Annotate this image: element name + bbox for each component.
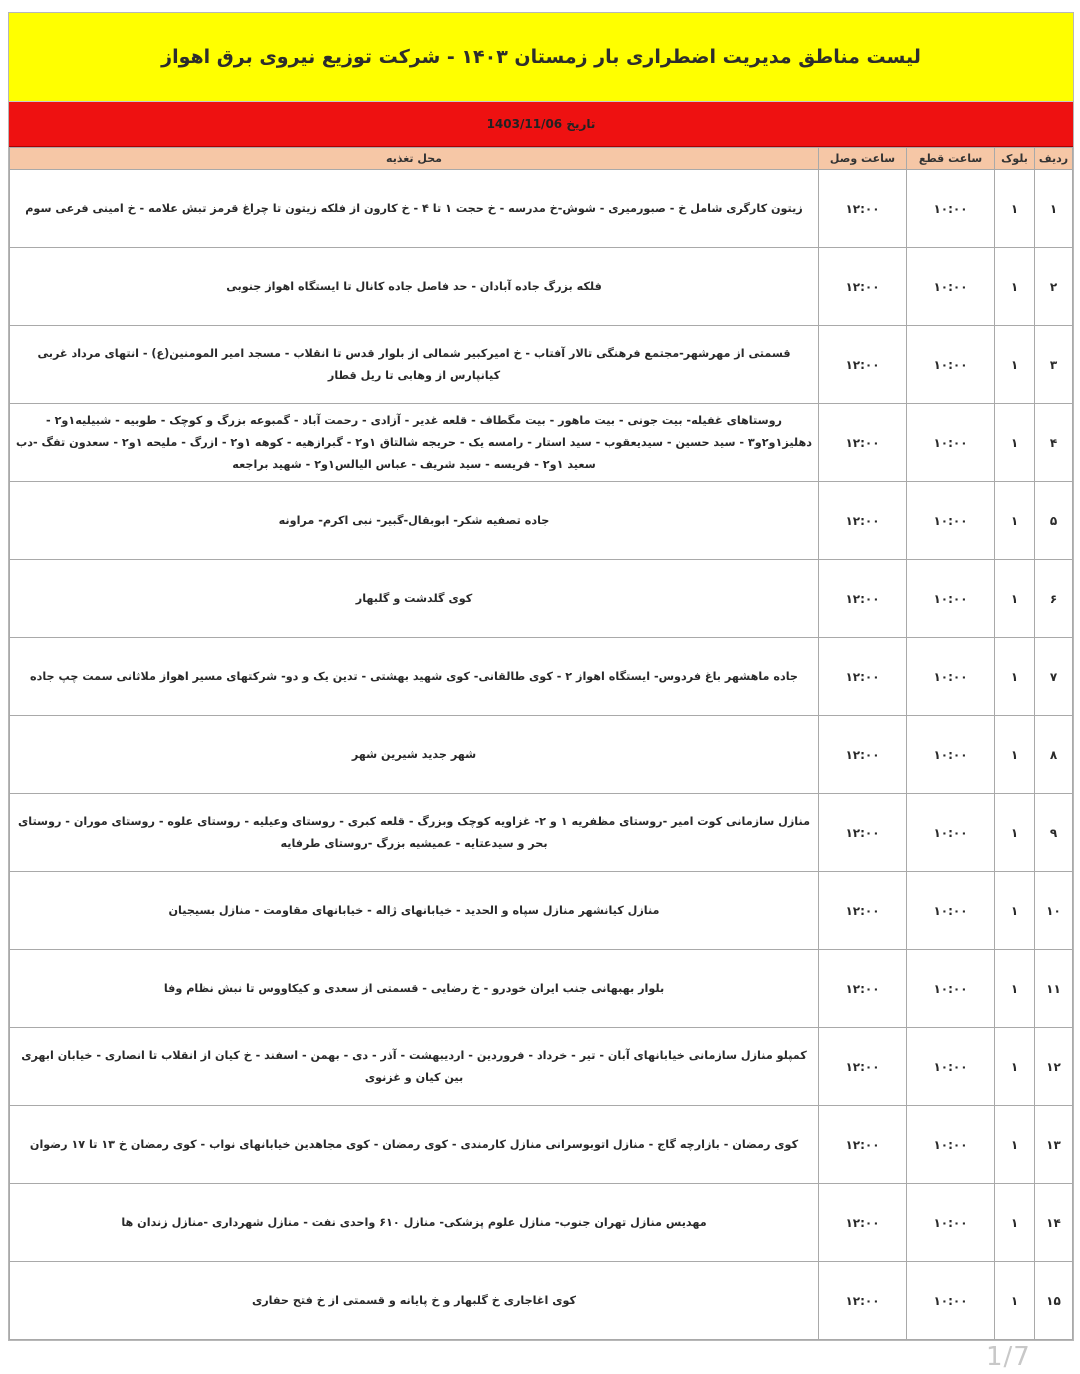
area-cell: جاده ماهشهر باغ فردوس- ایستگاه اهواز ۲ - کوی طالقانی- کوی شهید بهشتی - تدین یک و دو- شرکتهای مسیر اهواز ملاثانی سمت چپ جاده — [10, 638, 819, 716]
area-cell: کمپلو منازل سازمانی خیابانهای آبان - تیر - خرداد - فروردین - اردیبهشت - آذر - دی - بهمن - اسفند - خ کیان از انقلاب تا انصاری - خیابان ابهری بین کیان و غزنوی — [10, 1028, 819, 1106]
row-number-cell: ۱۵ — [1035, 1262, 1073, 1340]
row-number-cell: ۷ — [1035, 638, 1073, 716]
block-cell: ۱ — [995, 326, 1035, 404]
row-number-cell: ۱۰ — [1035, 872, 1073, 950]
area-cell: منازل سازمانی کوت امیر -روستای مظفریه ۱ و ۲- غزاویه کوچک وبزرگ - قلعه کبری - روستای وعیلیه - روستای علوه - روستای موران - روستای بحر و سیدعتایه - عمیشیه بزرگ -روستای طرفایه — [10, 794, 819, 872]
area-cell: جاده تصفیه شکر- ابوبقال-گبیر- نبی اکرم- مراونه — [10, 482, 819, 560]
row-number-cell: ۹ — [1035, 794, 1073, 872]
block-cell: ۱ — [995, 1106, 1035, 1184]
table-body — [10, 170, 1073, 1340]
row-number-cell: ۱۳ — [1035, 1106, 1073, 1184]
connect-time-cell: ۱۲:۰۰ — [819, 638, 907, 716]
block-cell: ۱ — [995, 1262, 1035, 1340]
cut-time-cell: ۱۰:۰۰ — [907, 248, 995, 326]
date-banner — [9, 102, 1073, 147]
area-cell: کوی رمضان - بازارچه گاج - منازل اتوبوسرانی منازل کارمندی - کوی رمضان - کوی مجاهدین خیابانهای نواب - کوی رمضان خ ۱۳ تا ۱۷ رضوان — [10, 1106, 819, 1184]
area-cell: قسمتی از مهرشهر-مجتمع فرهنگی تالار آفتاب - خ امیرکبیر شمالی از بلوار قدس تا انقلاب - مسجد امیر المومنین(ع) - انتهای مرداد غربی کیانپارس از وهابی تا ریل قطار — [10, 326, 819, 404]
table-row — [10, 638, 1073, 716]
column-header-area: محل تغذیه — [10, 148, 819, 170]
area-cell: کوی گلدشت و گلبهار — [10, 560, 819, 638]
row-number-cell: ۴ — [1035, 404, 1073, 482]
connect-time-cell: ۱۲:۰۰ — [819, 170, 907, 248]
cut-time-cell: ۱۰:۰۰ — [907, 1184, 995, 1262]
row-number-cell: ۳ — [1035, 326, 1073, 404]
cut-time-cell: ۱۰:۰۰ — [907, 638, 995, 716]
block-cell: ۱ — [995, 950, 1035, 1028]
cut-time-cell: ۱۰:۰۰ — [907, 326, 995, 404]
page-indicator: 1/7 — [986, 1342, 1031, 1372]
table-row — [10, 1262, 1073, 1340]
table-row — [10, 1106, 1073, 1184]
outage-schedule-sheet — [8, 12, 1074, 1341]
area-cell: منازل کیانشهر منازل سپاه و الحدید - خیابانهای ژاله - خیابانهای مقاومت - منازل بسیجیان — [10, 872, 819, 950]
cut-time-cell: ۱۰:۰۰ — [907, 170, 995, 248]
row-number-cell: ۲ — [1035, 248, 1073, 326]
cut-time-cell: ۱۰:۰۰ — [907, 560, 995, 638]
table-row — [10, 1184, 1073, 1262]
table-row — [10, 248, 1073, 326]
connect-time-cell: ۱۲:۰۰ — [819, 716, 907, 794]
cut-time-cell: ۱۰:۰۰ — [907, 794, 995, 872]
area-cell: فلکه بزرگ جاده آبادان - حد فاصل جاده کانال تا ایستگاه اهواز جنوبی — [10, 248, 819, 326]
table-row — [10, 716, 1073, 794]
block-cell: ۱ — [995, 1028, 1035, 1106]
area-cell: بلوار بهبهانی جنب ایران خودرو - خ رضایی - قسمتی از سعدی و کیکاووس تا نبش نظام وفا — [10, 950, 819, 1028]
area-cell: زیتون کارگری شامل خ - صبورمیری - شوش-خ مدرسه - خ حجت ۱ تا ۴ - خ کارون از فلکه زیتون تا چراغ قرمز تبش علامه - خ امینی فرعی سوم — [10, 170, 819, 248]
block-cell: ۱ — [995, 560, 1035, 638]
row-number-cell: ۱۲ — [1035, 1028, 1073, 1106]
table-row — [10, 482, 1073, 560]
connect-time-cell: ۱۲:۰۰ — [819, 1184, 907, 1262]
row-number-cell: ۸ — [1035, 716, 1073, 794]
block-cell: ۱ — [995, 482, 1035, 560]
date-label: تاریخ 1403/11/06 — [486, 117, 596, 131]
block-cell: ۱ — [995, 638, 1035, 716]
table-row — [10, 326, 1073, 404]
cut-time-cell: ۱۰:۰۰ — [907, 950, 995, 1028]
row-number-cell: ۱۴ — [1035, 1184, 1073, 1262]
cut-time-cell: ۱۰:۰۰ — [907, 1028, 995, 1106]
row-number-cell: ۶ — [1035, 560, 1073, 638]
table-row — [10, 404, 1073, 482]
column-header-connect-time: ساعت وصل — [819, 148, 907, 170]
column-header-cut-time: ساعت قطع — [907, 148, 995, 170]
table-row — [10, 950, 1073, 1028]
row-number-cell: ۱۱ — [1035, 950, 1073, 1028]
block-cell: ۱ — [995, 170, 1035, 248]
connect-time-cell: ۱۲:۰۰ — [819, 326, 907, 404]
table-row — [10, 872, 1073, 950]
table-row — [10, 794, 1073, 872]
row-number-cell: ۵ — [1035, 482, 1073, 560]
cut-time-cell: ۱۰:۰۰ — [907, 1262, 995, 1340]
block-cell: ۱ — [995, 1184, 1035, 1262]
cut-time-cell: ۱۰:۰۰ — [907, 872, 995, 950]
schedule-table — [9, 147, 1073, 1340]
block-cell: ۱ — [995, 404, 1035, 482]
connect-time-cell: ۱۲:۰۰ — [819, 482, 907, 560]
block-cell: ۱ — [995, 794, 1035, 872]
connect-time-cell: ۱۲:۰۰ — [819, 1028, 907, 1106]
connect-time-cell: ۱۲:۰۰ — [819, 794, 907, 872]
table-row — [10, 1028, 1073, 1106]
cut-time-cell: ۱۰:۰۰ — [907, 404, 995, 482]
block-cell: ۱ — [995, 716, 1035, 794]
area-cell: شهر جدید شیرین شهر — [10, 716, 819, 794]
connect-time-cell: ۱۲:۰۰ — [819, 1262, 907, 1340]
column-header-row: ردیف — [1035, 148, 1073, 170]
connect-time-cell: ۱۲:۰۰ — [819, 248, 907, 326]
table-row — [10, 170, 1073, 248]
connect-time-cell: ۱۲:۰۰ — [819, 560, 907, 638]
cut-time-cell: ۱۰:۰۰ — [907, 1106, 995, 1184]
table-row — [10, 560, 1073, 638]
block-cell: ۱ — [995, 248, 1035, 326]
row-number-cell: ۱ — [1035, 170, 1073, 248]
cut-time-cell: ۱۰:۰۰ — [907, 716, 995, 794]
page-title: لیست مناطق مدیریت اضطراری بار زمستان ۱۴۰۳ - شرکت توزیع نیروی برق اهواز — [161, 46, 921, 68]
table-header-row — [10, 148, 1073, 170]
block-cell: ۱ — [995, 872, 1035, 950]
area-cell: روستاهای غفیله- بیت جونی - بیت ماهور - بیت مگطاف - قلعه غدیر - آزادی - رحمت آباد - گمبوعه بزرگ و کوچک - طوبیه - شبیلیه۱و۲ - دهلیز۱و۲و۳ - سید حسین - سیدیعقوب - سید استار - رامسه یک - حریجه شالتاق ۱و۲ - گبرازهیه - کوهه ۱و۲ - ازرگ - ملیحه ۱و۲ - سعدون تفگ -دب سعید ۱و۲ - فریسه - سید شریف - عباس الیالس۱و۲ - شهید براجعه — [10, 404, 819, 482]
area-cell: مهدیس منازل تهران جنوب- منازل علوم پزشکی- منازل ۶۱۰ واحدی نفت - منازل شهرداری -منازل زندان ها — [10, 1184, 819, 1262]
title-banner — [9, 13, 1073, 102]
column-header-block: بلوک — [995, 148, 1035, 170]
connect-time-cell: ۱۲:۰۰ — [819, 1106, 907, 1184]
connect-time-cell: ۱۲:۰۰ — [819, 950, 907, 1028]
connect-time-cell: ۱۲:۰۰ — [819, 872, 907, 950]
cut-time-cell: ۱۰:۰۰ — [907, 482, 995, 560]
connect-time-cell: ۱۲:۰۰ — [819, 404, 907, 482]
area-cell: کوی اغاجاری خ گلبهار و خ پایانه و قسمتی از خ فتح حفاری — [10, 1262, 819, 1340]
